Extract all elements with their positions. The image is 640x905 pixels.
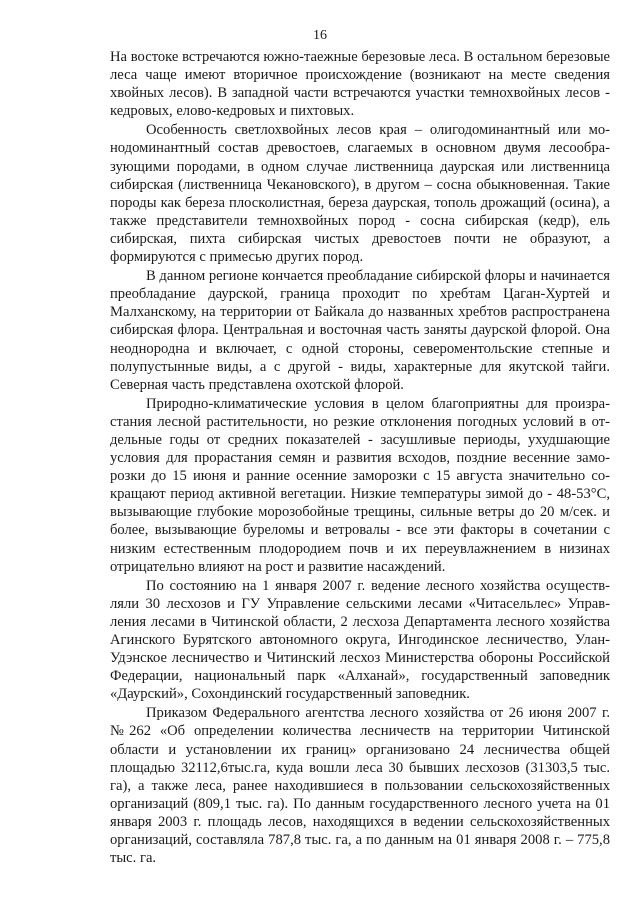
paragraph-climate-conditions: Природно-климатические условия в целом благоприятны для произрастания лесной растительности, но резкие отклонения погодных условий в отдельные годы от средних показателей - засушливые периоды, ухудшающие условия для прорастания семян и развития всходов, поздние весенние заморозки до 15 июня и ранние осенние заморозки с 15 августа значительно сокращают период активной вегетации. Низкие температуры зимой до - 48-53°С, вызывающие глубокие морозобойные трещины, сильные ветры до 20 м/сек. и более, вызывающие буреломы и ветровалы - все эти факторы в сочетании с низким естественным плодородием почв и их переувлажнением в низинах отрицательно влияют на рост и развитие насаждений. [110, 395, 610, 575]
page-number: 16 [313, 28, 327, 43]
paragraph-birch-forests: На востоке встречаются южно-таежные березовые леса. В остальном березовые леса чаще имеют вторичное происхождение (возникают на месте сведения хвойных лесов). В западной части встречаются участки темнохвойных лесов - кедровых, елово-кедровых и пихтовых. [110, 49, 610, 120]
paragraph-order-262: Приказом Федерального агентства лесного хозяйства от 26 июня 2007 г. №262 «Об определении количества лесничеств на территории Читинской области и установлении их границ» организовано 24 лесничества общей площадью 32112,6тыс.га, куда вошли леса 30 бывших лесхозов (31303,5 тыс. га), а также леса, ранее находившиеся в пользовании сельскохозяйственных организаций (809,1 тыс. га). По данным государственного лесного учета на 01 января 2003 г. площадь лесов, находящихся в ведении сельскохозяйственных организаций, составляла 787,8 тыс. га, а по данным на 01 января 2008 г. – 775,8 тыс. га. [110, 705, 610, 867]
document-body [110, 48, 610, 867]
paragraph-flora-boundary: В данном регионе кончается преобладание сибирской флоры и начинается преобладание даурской, граница проходит по хребтам Цаган-Хуртей и Малханскому, на территории от Байкала до названных хребтов распространена сибирская флора. Центральная и восточная часть заняты даурской флорой. Она неоднородна и включает, с одной стороны, североментольские степные и полупустынные виды, а с другой - виды, характерные для якутской тайги. Северная часть представлена охотской флорой. [110, 268, 610, 393]
paragraph-forestry-status: По состоянию на 1 января 2007 г. ведение лесного хозяйства осуществляли 30 лесхозов и ГУ Управление сельскими лесами «Читасельлес» Управления лесами в Читинской области, 2 лесхоза Департамента лесного хозяйства Агинского Бурятского автономного округа, Ингодинское лесничество, Улан-Удэнское лесничество и Читинский лесхоз Министерства обороны Российской Федерации, национальный парк «Алханай», государственный заповедник «Даурский», Сохондинский государственный заповедник. [110, 577, 610, 703]
paragraph-light-coniferous: Особенность светлохвойных лесов края – олигодоминантный или монодоминантный состав древостоев, слагаемых в основном двумя лесообразующими породами, в одном случае лиственница даурская или лиственница сибирская (лиственница Чекановского), в другом – сосна обыкновенная. Такие породы как береза плосколистная, береза даурская, тополь дрожащий (осина), а также представители темнохвойных пород - сосна сибирская (кедр), ель сибирская, пихта сибирская чистых древостоев почти не образуют, а формируются с примесью других пород. [110, 122, 610, 266]
